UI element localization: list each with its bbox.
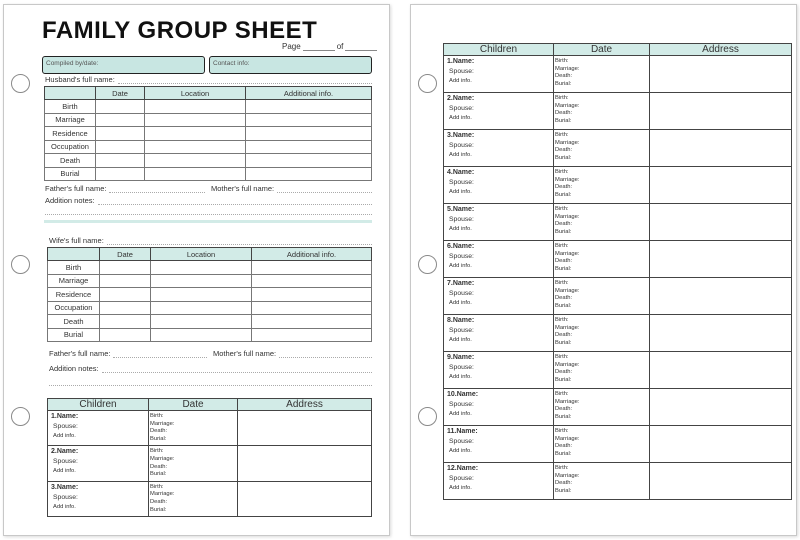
birth-label: Birth: — [555, 132, 569, 138]
death-label: Death: — [555, 369, 573, 376]
child-date-cell[interactable] — [554, 463, 650, 500]
child-date-cell[interactable] — [554, 352, 650, 389]
child-row — [444, 352, 792, 389]
date-cell[interactable] — [100, 261, 151, 275]
binder-hole — [418, 255, 437, 274]
burial-label: Burial: — [555, 376, 572, 383]
additional-info-cell[interactable] — [246, 154, 372, 168]
add-info-label: Add info. — [449, 374, 472, 380]
add-info-label: Add info. — [449, 78, 472, 84]
additional-info-cell[interactable] — [252, 261, 372, 275]
husband-name-label: Husband's full name: — [45, 75, 115, 84]
child-name-cell[interactable] — [444, 463, 554, 500]
child-address-cell[interactable] — [650, 426, 792, 463]
date-cell[interactable] — [100, 301, 151, 315]
birth-label: Birth: — [555, 58, 569, 64]
death-label: Death: — [555, 295, 573, 302]
husband-mother-row — [211, 184, 372, 193]
children-table — [47, 398, 372, 517]
marriage-label: Marriage: — [555, 176, 580, 183]
page-total-field[interactable] — [345, 43, 377, 51]
spouse-label: Spouse: — [449, 438, 474, 445]
child-row — [444, 204, 792, 241]
child-name-label: 2.Name: — [447, 95, 475, 102]
marriage-label: Marriage: — [555, 65, 580, 72]
event-row — [45, 154, 372, 168]
date-cell[interactable] — [100, 288, 151, 302]
burial-label: Burial: — [555, 450, 572, 457]
child-date-cell[interactable] — [554, 204, 650, 241]
child-address-cell[interactable] — [650, 167, 792, 204]
child-name-cell[interactable] — [444, 204, 554, 241]
header-children: Children — [48, 399, 149, 411]
burial-label: Burial: — [150, 435, 167, 442]
table-header-row — [45, 87, 372, 100]
binder-hole — [11, 255, 30, 274]
birth-label: Birth: — [555, 317, 569, 323]
child-row — [444, 93, 792, 130]
husband-name-field[interactable] — [118, 77, 372, 84]
birth-label: Birth: — [555, 354, 569, 360]
header-blank — [48, 248, 100, 261]
notes-line[interactable] — [49, 379, 372, 386]
birth-label: Birth: — [555, 391, 569, 397]
event-row — [48, 261, 372, 275]
child-address-cell[interactable] — [650, 389, 792, 426]
child-date-cell[interactable] — [554, 167, 650, 204]
spouse-label: Spouse: — [449, 68, 474, 75]
binder-hole — [418, 407, 437, 426]
add-info-label: Add info. — [449, 226, 472, 232]
death-label: Death: — [555, 110, 573, 117]
event-row — [48, 288, 372, 302]
husband-father-row — [45, 184, 205, 193]
add-info-label: Add info. — [53, 433, 76, 439]
event-row — [45, 100, 372, 114]
birth-label: Birth: — [150, 413, 164, 419]
child-date-cell[interactable] — [149, 481, 238, 516]
event-label: Burial — [48, 328, 100, 342]
child-name-label: 1.Name: — [51, 413, 79, 420]
father-name-field[interactable] — [109, 186, 205, 193]
marriage-label: Marriage: — [150, 455, 175, 462]
compiled-label: Compiled by/date: — [46, 60, 99, 67]
event-label: Birth — [48, 261, 100, 275]
marriage-label: Marriage: — [555, 213, 580, 220]
event-row — [45, 140, 372, 154]
date-cell[interactable] — [96, 113, 145, 127]
marriage-label: Marriage: — [555, 250, 580, 257]
child-address-cell[interactable] — [650, 315, 792, 352]
child-address-cell[interactable] — [650, 278, 792, 315]
header-children: Children — [444, 44, 554, 56]
header-additional: Additional info. — [252, 248, 372, 261]
location-cell[interactable] — [145, 140, 246, 154]
death-label: Death: — [555, 184, 573, 191]
wife-name-label: Wife's full name: — [49, 236, 104, 245]
event-label: Death — [45, 154, 96, 168]
additional-info-cell[interactable] — [246, 140, 372, 154]
marriage-label: Marriage: — [555, 361, 580, 368]
child-row — [444, 426, 792, 463]
date-cell[interactable] — [100, 315, 151, 329]
mother-name-field[interactable] — [279, 351, 372, 358]
child-name-label: 9.Name: — [447, 354, 475, 361]
event-label: Marriage — [45, 113, 96, 127]
birth-label: Birth: — [150, 448, 164, 455]
child-name-cell[interactable] — [48, 481, 149, 516]
binder-hole — [11, 74, 30, 93]
event-label: Birth — [45, 100, 96, 114]
wife-name-field[interactable] — [107, 238, 372, 245]
date-cell[interactable] — [96, 140, 145, 154]
burial-label: Burial: — [555, 80, 572, 87]
marriage-label: Marriage: — [555, 472, 580, 479]
death-label: Death: — [150, 428, 168, 435]
child-date-cell[interactable] — [554, 278, 650, 315]
child-row — [48, 446, 372, 481]
add-info-label: Add info. — [449, 485, 472, 491]
mother-label: Mother's full name: — [213, 349, 277, 358]
spouse-label: Spouse: — [53, 458, 78, 466]
spouse-label: Spouse: — [449, 253, 474, 260]
child-name-label: 12.Name: — [447, 465, 479, 472]
additional-info-cell[interactable] — [252, 315, 372, 329]
child-address-cell[interactable] — [238, 411, 372, 446]
child-row — [444, 241, 792, 278]
header-blank — [45, 87, 96, 100]
child-date-cell[interactable] — [554, 426, 650, 463]
of-label: of — [336, 42, 344, 51]
birth-label: Birth: — [555, 243, 569, 249]
compiled-by-field[interactable] — [42, 56, 205, 74]
event-label: Occupation — [45, 140, 96, 154]
add-info-label: Add info. — [449, 115, 472, 121]
additional-info-cell[interactable] — [252, 288, 372, 302]
spouse-label: Spouse: — [449, 216, 474, 223]
notes-label: Addition notes: — [49, 364, 99, 373]
burial-label: Burial: — [555, 487, 572, 494]
location-cell[interactable] — [151, 301, 252, 315]
father-name-field[interactable] — [113, 351, 207, 358]
child-address-cell[interactable] — [238, 481, 372, 516]
notes-field[interactable] — [98, 198, 372, 205]
spouse-label: Spouse: — [449, 327, 474, 334]
add-info-label: Add info. — [449, 152, 472, 158]
birth-label: Birth: — [555, 206, 569, 212]
event-label: Occupation — [48, 301, 100, 315]
father-label: Father's full name: — [49, 349, 111, 358]
event-label: Burial — [45, 167, 96, 181]
death-label: Death: — [555, 73, 573, 80]
date-cell[interactable] — [96, 100, 145, 114]
child-name-cell[interactable] — [444, 167, 554, 204]
event-row — [45, 167, 372, 181]
page-number-field[interactable] — [303, 43, 335, 51]
event-row — [45, 113, 372, 127]
header-date: Date — [100, 248, 151, 261]
child-address-cell[interactable] — [238, 446, 372, 481]
right-sheet-page — [410, 4, 797, 536]
child-name-label: 3.Name: — [51, 483, 79, 491]
add-info-label: Add info. — [53, 468, 76, 475]
event-row — [48, 274, 372, 288]
add-info-label: Add info. — [449, 189, 472, 195]
add-info-label: Add info. — [449, 411, 472, 417]
wife-events-table — [47, 247, 372, 342]
spouse-label: Spouse: — [449, 142, 474, 149]
marriage-label: Marriage: — [555, 139, 580, 146]
burial-label: Burial: — [555, 413, 572, 420]
marriage-label: Marriage: — [555, 287, 580, 294]
child-date-cell[interactable] — [554, 93, 650, 130]
child-date-cell[interactable] — [554, 130, 650, 167]
child-name-cell[interactable] — [444, 426, 554, 463]
contact-label: Contact info: — [213, 60, 250, 67]
location-cell[interactable] — [151, 315, 252, 329]
wife-notes-row — [49, 364, 372, 373]
birth-label: Birth: — [555, 169, 569, 175]
header-date: Date — [149, 399, 238, 411]
child-name-label: 2.Name: — [51, 448, 79, 456]
page-label: Page — [282, 42, 301, 51]
location-cell[interactable] — [145, 167, 246, 181]
event-label: Residence — [48, 288, 100, 302]
husband-notes-row — [45, 196, 372, 205]
child-date-cell[interactable] — [149, 411, 238, 446]
birth-label: Birth: — [555, 95, 569, 101]
child-name-cell[interactable] — [48, 411, 149, 446]
death-label: Death: — [555, 443, 573, 450]
mother-label: Mother's full name: — [211, 184, 275, 193]
location-cell[interactable] — [145, 113, 246, 127]
burial-label: Burial: — [555, 117, 572, 124]
child-name-label: 10.Name: — [447, 391, 479, 398]
child-name-cell[interactable] — [444, 130, 554, 167]
date-cell[interactable] — [96, 154, 145, 168]
child-date-cell[interactable] — [554, 389, 650, 426]
child-name-cell[interactable] — [444, 389, 554, 426]
event-row — [48, 301, 372, 315]
additional-info-cell[interactable] — [246, 127, 372, 141]
child-address-cell[interactable] — [650, 463, 792, 500]
child-name-label: 3.Name: — [447, 132, 475, 139]
child-row — [444, 130, 792, 167]
child-name-cell[interactable] — [48, 446, 149, 481]
spouse-label: Spouse: — [449, 179, 474, 186]
child-address-cell[interactable] — [650, 130, 792, 167]
location-cell[interactable] — [145, 127, 246, 141]
death-label: Death: — [555, 480, 573, 487]
wife-mother-row — [213, 349, 372, 358]
father-label: Father's full name: — [45, 184, 107, 193]
burial-label: Burial: — [555, 302, 572, 309]
marriage-label: Marriage: — [555, 435, 580, 442]
marriage-label: Marriage: — [555, 324, 580, 331]
location-cell[interactable] — [151, 274, 252, 288]
child-name-cell[interactable] — [444, 241, 554, 278]
page-number-line — [282, 42, 379, 51]
birth-label: Birth: — [555, 465, 569, 471]
binder-hole — [418, 74, 437, 93]
additional-info-cell[interactable] — [252, 301, 372, 315]
child-address-cell[interactable] — [650, 241, 792, 278]
spouse-label: Spouse: — [449, 475, 474, 482]
death-label: Death: — [150, 498, 168, 505]
header-address: Address — [650, 44, 792, 56]
child-address-cell[interactable] — [650, 56, 792, 93]
child-name-label: 5.Name: — [447, 206, 475, 213]
child-row — [444, 315, 792, 352]
date-cell[interactable] — [96, 167, 145, 181]
event-row — [45, 127, 372, 141]
burial-label: Burial: — [555, 191, 572, 198]
death-label: Death: — [555, 332, 573, 339]
child-row — [444, 278, 792, 315]
spouse-label: Spouse: — [449, 105, 474, 112]
burial-label: Burial: — [555, 339, 572, 346]
child-date-cell[interactable] — [554, 241, 650, 278]
date-cell[interactable] — [100, 274, 151, 288]
spouse-label: Spouse: — [449, 364, 474, 371]
child-name-label: 1.Name: — [447, 58, 475, 65]
birth-label: Birth: — [150, 483, 164, 490]
event-label: Residence — [45, 127, 96, 141]
death-label: Death: — [555, 258, 573, 265]
burial-label: Burial: — [150, 506, 167, 513]
add-info-label: Add info. — [53, 503, 76, 510]
child-name-label: 6.Name: — [447, 243, 475, 250]
section-divider — [44, 220, 372, 223]
binder-hole — [11, 407, 30, 426]
date-cell[interactable] — [96, 127, 145, 141]
add-info-label: Add info. — [449, 263, 472, 269]
add-info-label: Add info. — [449, 300, 472, 306]
child-name-cell[interactable] — [444, 56, 554, 93]
header-address: Address — [238, 399, 372, 411]
burial-label: Burial: — [555, 265, 572, 272]
additional-info-cell[interactable] — [252, 328, 372, 342]
location-cell[interactable] — [145, 100, 246, 114]
wife-name-row — [49, 236, 372, 245]
additional-info-cell[interactable] — [246, 113, 372, 127]
event-label: Marriage — [48, 274, 100, 288]
left-sheet-page — [3, 4, 390, 536]
header-location: Location — [145, 87, 246, 100]
date-cell[interactable] — [100, 328, 151, 342]
child-name-cell[interactable] — [444, 93, 554, 130]
notes-field[interactable] — [102, 366, 372, 373]
notes-line[interactable] — [45, 208, 372, 215]
table-header-row — [48, 399, 372, 411]
location-cell[interactable] — [151, 288, 252, 302]
header-date: Date — [96, 87, 145, 100]
burial-label: Burial: — [555, 154, 572, 161]
husband-name-row — [45, 75, 372, 84]
additional-info-cell[interactable] — [246, 167, 372, 181]
child-row — [444, 167, 792, 204]
child-name-cell[interactable] — [444, 352, 554, 389]
child-row — [48, 481, 372, 516]
burial-label: Burial: — [150, 471, 167, 478]
table-header-row — [444, 44, 792, 56]
child-name-label: 11.Name: — [447, 428, 478, 435]
burial-label: Burial: — [555, 228, 572, 235]
death-label: Death: — [150, 463, 168, 470]
child-address-cell[interactable] — [650, 93, 792, 130]
location-cell[interactable] — [145, 154, 246, 168]
birth-label: Birth: — [555, 280, 569, 286]
spouse-label: Spouse: — [449, 401, 474, 408]
child-name-cell[interactable] — [444, 315, 554, 352]
child-row — [48, 411, 372, 446]
child-address-cell[interactable] — [650, 204, 792, 241]
header-location: Location — [151, 248, 252, 261]
husband-events-table — [44, 86, 372, 181]
event-row — [48, 315, 372, 329]
spouse-label: Spouse: — [449, 290, 474, 297]
child-row — [444, 389, 792, 426]
death-label: Death: — [555, 147, 573, 154]
add-info-label: Add info. — [449, 448, 472, 454]
location-cell[interactable] — [151, 261, 252, 275]
child-name-label: 8.Name: — [447, 317, 475, 324]
marriage-label: Marriage: — [150, 420, 175, 427]
sheet-title: FAMILY GROUP SHEET — [42, 17, 318, 44]
header-date: Date — [554, 44, 650, 56]
event-row — [48, 328, 372, 342]
child-name-cell[interactable] — [444, 278, 554, 315]
event-label: Death — [48, 315, 100, 329]
marriage-label: Marriage: — [555, 102, 580, 109]
child-address-cell[interactable] — [650, 352, 792, 389]
marriage-label: Marriage: — [555, 398, 580, 405]
child-row — [444, 463, 792, 500]
marriage-label: Marriage: — [150, 491, 175, 498]
child-name-label: 7.Name: — [447, 280, 475, 287]
additional-info-cell[interactable] — [252, 274, 372, 288]
children-table — [443, 43, 792, 500]
death-label: Death: — [555, 406, 573, 413]
child-name-label: 4.Name: — [447, 169, 475, 176]
spouse-label: Spouse: — [53, 423, 78, 430]
child-date-cell[interactable] — [554, 315, 650, 352]
child-date-cell[interactable] — [149, 446, 238, 481]
wife-father-row — [49, 349, 207, 358]
child-row — [444, 56, 792, 93]
child-date-cell[interactable] — [554, 56, 650, 93]
spouse-label: Spouse: — [53, 493, 78, 501]
table-header-row — [48, 248, 372, 261]
notes-label: Addition notes: — [45, 196, 95, 205]
location-cell[interactable] — [151, 328, 252, 342]
contact-info-field[interactable] — [209, 56, 372, 74]
additional-info-cell[interactable] — [246, 100, 372, 114]
add-info-label: Add info. — [449, 337, 472, 343]
death-label: Death: — [555, 221, 573, 228]
birth-label: Birth: — [555, 428, 569, 434]
mother-name-field[interactable] — [277, 186, 372, 193]
header-additional: Additional info. — [246, 87, 372, 100]
